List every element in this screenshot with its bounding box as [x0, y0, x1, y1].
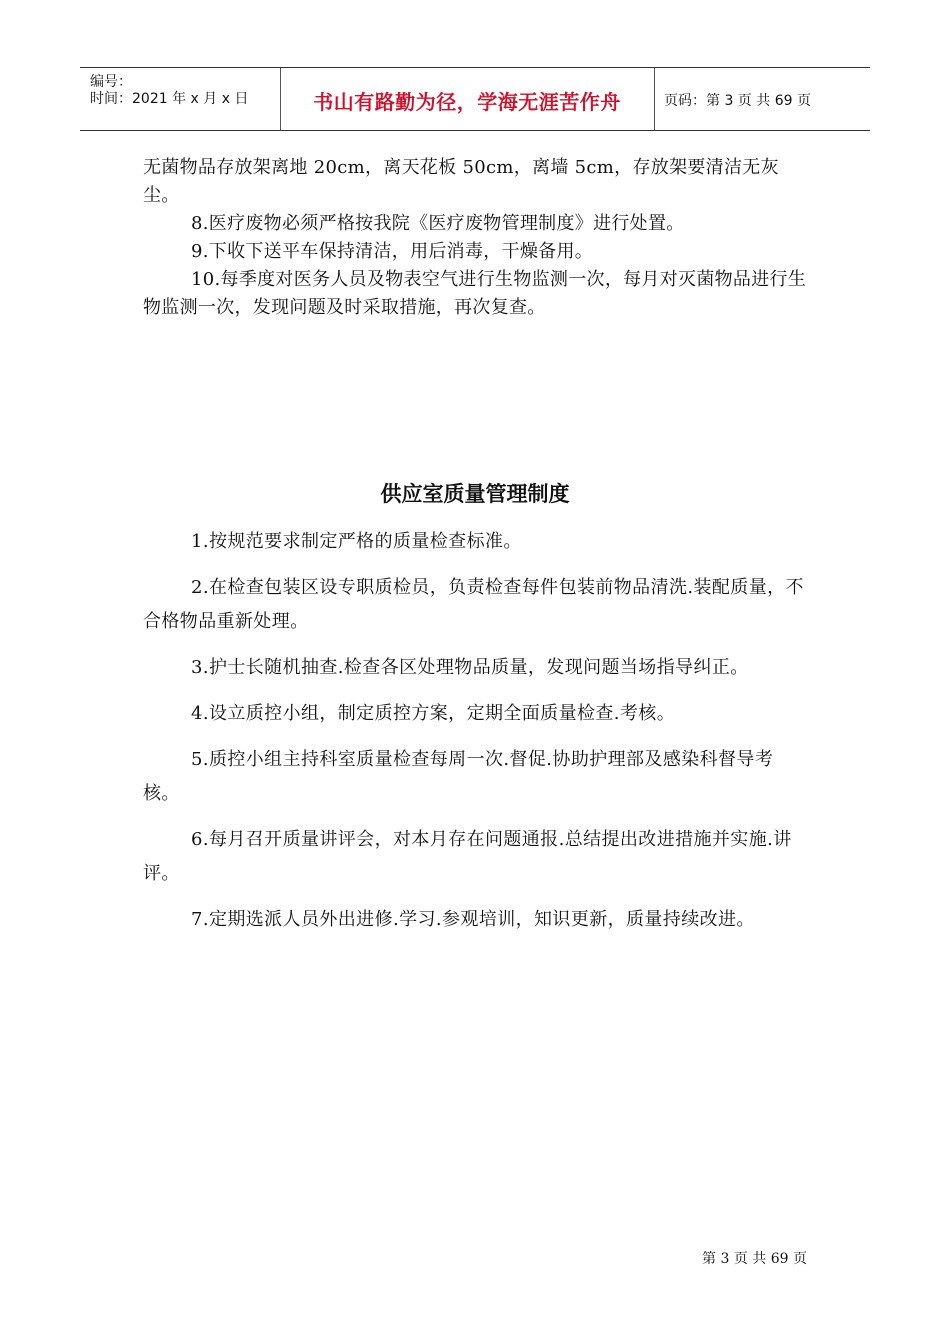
paragraph: 无菌物品存放架离地 20cm，离天花板 50cm，离墙 5cm，存放架要清洁无灰尘。: [143, 157, 779, 206]
document-number-label: 编号：: [90, 74, 132, 90]
list-item: 1.按规范要求制定严格的质量检查标准。: [191, 531, 522, 552]
section-continued-text: [143, 154, 808, 322]
list-item: 6.每月召开质量讲评会，对本月存在问题通报.总结提出改进措施并实施.讲评。: [143, 829, 792, 884]
header-info-cell: [80, 68, 281, 130]
page-footer-number: 第 3 页 共 69 页: [702, 1251, 807, 1267]
header-page-cell: [654, 68, 870, 130]
paragraph: 10.每季度对医务人员及物表空气进行生物监测一次，每月对灭菌物品进行生物监测一次，发现问题及时采取措施，再次复查。: [143, 269, 807, 318]
list-item: 5.质控小组主持科室质量检查每周一次.督促.协助护理部及感染科督导考核。: [143, 749, 774, 804]
section-title: 供应室质量管理制度: [380, 482, 570, 506]
page-header: [80, 67, 870, 131]
header-motto-cell: [280, 68, 655, 130]
paragraph: 9.下收下送平车保持清洁，用后消毒，干燥备用。: [191, 241, 594, 262]
document-date-label: 时间：2021 年 x 月 x 日: [90, 91, 249, 107]
quality-policy-list: [143, 525, 808, 949]
list-item: 7.定期选派人员外出进修.学习.参观培训，知识更新，质量持续改进。: [191, 909, 755, 930]
list-item: 2.在检查包装区设专职质检员，负责检查每件包装前物品清洗.装配质量，不合格物品重新处理。: [143, 577, 804, 632]
list-item: 3.护士长随机抽查.检查各区处理物品质量，发现问题当场指导纠正。: [191, 657, 749, 678]
paragraph: 8.医疗废物必须严格按我院《医疗废物管理制度》进行处置。: [191, 213, 685, 234]
list-item: 4.设立质控小组，制定质控方案，定期全面质量检查.考核。: [191, 703, 676, 724]
header-page-number: 页码：第 3 页 共 69 页: [664, 93, 811, 109]
header-motto: 书山有路勤为径，学海无涯苦作舟: [313, 90, 621, 114]
